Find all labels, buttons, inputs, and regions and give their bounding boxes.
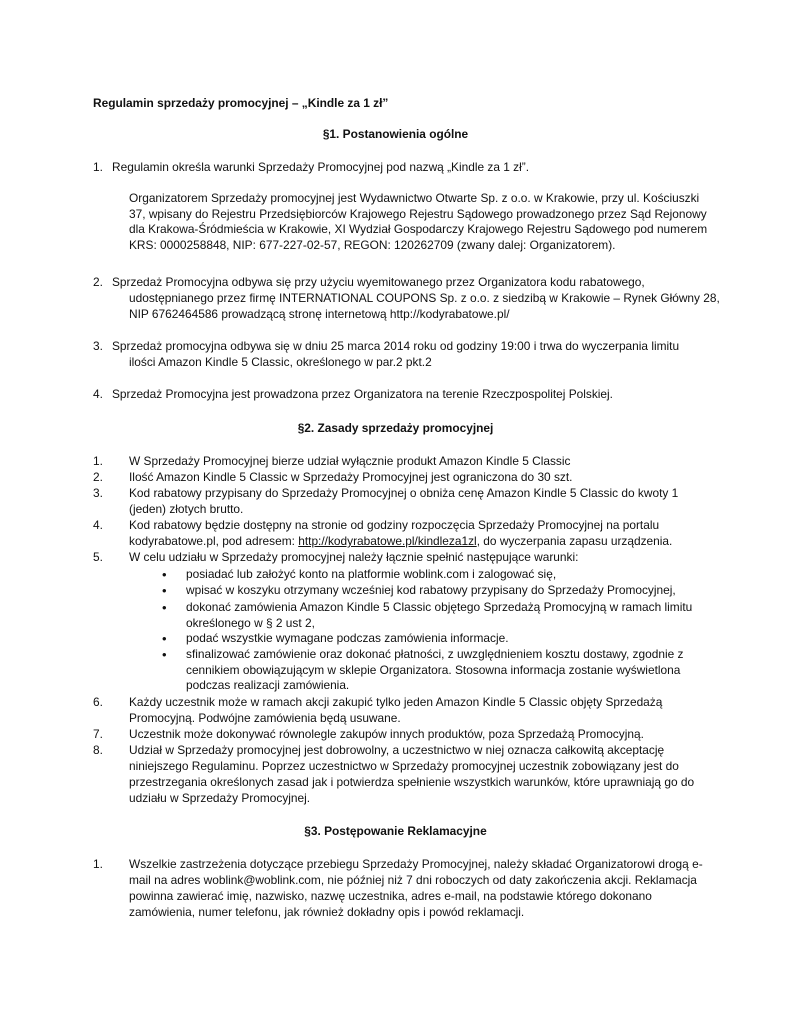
- s2-item-3-number: 3.: [93, 486, 103, 500]
- bullet-text: [186, 600, 706, 631]
- s3-item-1-line: zamówienia, numer telefonu, jak również dokładny opis i powód reklamacji.: [129, 905, 525, 919]
- s2-item-6-line: Każdy uczestnik może w ramach akcji zakupić tylko jeden Amazon Kindle 5 Classic objęty Sprzedażą: [129, 695, 663, 709]
- s2-item-4-prefix: kodyrabatowe.pl, pod adresem:: [129, 534, 299, 548]
- s1-item-1-text: Regulamin określa warunki Sprzedaży Promocyjnej pod nazwą „Kindle za 1 zł”.: [112, 160, 530, 174]
- s1-item-2-number: 2.: [93, 275, 103, 289]
- s1-item-2-line: NIP 6762464586 prowadzącą stronę internetową http://kodyrabatowe.pl/: [129, 307, 510, 321]
- bullet-line: cennikiem obowiązującym w sklepie Organizatora. Stosowna informacja zostanie wyświetlona: [186, 662, 681, 677]
- bullet-icon: •: [162, 631, 167, 646]
- bullet-icon: •: [162, 567, 167, 582]
- s2-item-7-line: Uczestnik może dokonywać równolegle zakupów innych produktów, poza Sprzedażą Promocyjną.: [129, 727, 644, 741]
- s2-item-2-number: 2.: [93, 470, 103, 484]
- s2-item-3-line: (jeden) złotych brutto.: [129, 502, 244, 516]
- organizer-line: dla Krakowa-Śródmieścia w Krakowie, XI Wydział Gospodarczy Krajowego Rejestru Sądowego pod numerem: [129, 222, 708, 237]
- s2-item-3-line: Kod rabatowy przypisany do Sprzedaży Promocyjnej o obniża cenę Amazon Kindle 5 Classic do kwoty 1: [129, 486, 679, 500]
- bullet-line: sfinalizować zamówienie oraz dokonać płatności, z uwzględnieniem kosztu dostawy, zgodnie z: [186, 647, 684, 661]
- s2-item-6-line: Promocyjną. Podwójne zamówienia będą usuwane.: [129, 711, 401, 725]
- organizer-line: Organizatorem Sprzedaży promocyjnej jest Wydawnictwo Otwarte Sp. z o.o. w Krakowie, przy ul. Kościuszki: [129, 191, 700, 205]
- bullet-line: podczas realizacji zamówienia.: [186, 678, 350, 693]
- s2-item-7-number: 7.: [93, 727, 103, 741]
- s1-item-4-text: Sprzedaż Promocyjna jest prowadzona przez Organizatora na terenie Rzeczpospolitej Polskiej.: [112, 387, 613, 401]
- s2-item-5-number: 5.: [93, 550, 103, 564]
- s2-item-5-line: W celu udziału w Sprzedaży promocyjnej należy łącznie spełnić następujące warunki:: [129, 550, 579, 564]
- kindle-promo-link[interactable]: http://kodyrabatowe.pl/kindleza1zl: [298, 534, 477, 548]
- s1-item-3-line: ilości Amazon Kindle 5 Classic, określonego w par.2 pkt.2: [129, 355, 432, 369]
- organizer-paragraph: [129, 191, 709, 253]
- bullet-icon: •: [162, 647, 167, 662]
- bullet-icon: •: [162, 583, 167, 598]
- s2-item-4-line: Kod rabatowy będzie dostępny na stronie od godziny rozpoczęcia Sprzedaży Promocyjnej na portalu: [129, 518, 660, 532]
- bullet-line: wpisać w koszyku otrzymany wcześniej kod rabatowy przypisany do Sprzedaży Promocyjnej,: [186, 583, 676, 597]
- s2-item-8-line: Udział w Sprzedaży promocyjnej jest dobrowolny, a uczestnictwo w niej oznacza całkowitą akceptację: [129, 743, 665, 757]
- section-1-heading: §1. Postanowienia ogólne: [322, 127, 469, 141]
- s2-item-8-line: udziału w Sprzedaży Promocyjnej.: [129, 791, 311, 805]
- section-2-heading: §2. Zasady sprzedaży promocyjnej: [297, 421, 494, 435]
- s3-item-1-line: Wszelkie zastrzeżenia dotyczące przebiegu Sprzedaży Promocyjnej, należy składać Organizatorowi drogą e-: [129, 857, 703, 871]
- organizer-line: KRS: 0000258848, NIP: 677-227-02-57, REGON: 120262709 (zwany dalej: Organizatorem).: [129, 237, 616, 252]
- s1-item-3-number: 3.: [93, 339, 103, 353]
- s2-item-1-number: 1.: [93, 454, 103, 468]
- s3-item-1-line: mail na adres woblink@woblink.com, nie później niż 7 dni roboczych od daty zakończenia akcji. Reklamacja: [129, 873, 697, 887]
- bullet-line: posiadać lub założyć konto na platformie woblink.com i zalogować się,: [186, 567, 557, 581]
- bullet-text: [186, 583, 706, 599]
- bullet-line: dokonać zamówienia Amazon Kindle 5 Classic objętego Sprzedażą Promocyjną w ramach limitu: [186, 600, 693, 614]
- s2-item-1-line: W Sprzedaży Promocyjnej bierze udział wyłącznie produkt Amazon Kindle 5 Classic: [129, 454, 571, 468]
- bullet-text: [186, 631, 706, 647]
- s2-item-8-number: 8.: [93, 743, 103, 757]
- s1-item-3-line: Sprzedaż promocyjna odbywa się w dniu 25 marca 2014 roku od godziny 19:00 i trwa do wyczerpania limitu: [112, 339, 680, 353]
- s3-item-1-line: powinna zawierać imię, nazwisko, nazwę uczestnika, adres e-mail, na podstawie którego dokonano: [129, 889, 652, 903]
- s2-item-8-line: przestrzegania określonych zasad jak i potwierdza spełnienie wszystkich warunków, które uprawniają go do: [129, 775, 695, 789]
- s2-item-8-line: niniejszego Regulaminu. Poprzez uczestnictwo w Sprzedaży promocyjnej uczestnik zobowiązany jest do: [129, 759, 679, 773]
- s2-item-4-line-2: [129, 534, 672, 550]
- s2-item-4-number: 4.: [93, 518, 103, 532]
- s1-item-1-number: 1.: [93, 160, 103, 174]
- s1-item-2-line: Sprzedaż Promocyjna odbywa się przy użyciu wyemitowanego przez Organizatora kodu rabatowego,: [112, 275, 645, 289]
- section-3-heading: §3. Postępowanie Reklamacyjne: [304, 824, 487, 838]
- bullet-text: [186, 647, 706, 694]
- bullet-text: [186, 567, 706, 583]
- s2-item-4-suffix: , do wyczerpania zapasu urządzenia.: [476, 534, 673, 548]
- s2-item-6-number: 6.: [93, 695, 103, 709]
- bullet-line: określonego w § 2 ust 2,: [186, 615, 315, 630]
- document-title: Regulamin sprzedaży promocyjnej – „Kindle za 1 zł”: [93, 96, 389, 110]
- s1-item-4-number: 4.: [93, 387, 103, 401]
- s3-item-1-number: 1.: [93, 857, 103, 871]
- s2-item-2-line: Ilość Amazon Kindle 5 Classic w Sprzedaży Promocyjnej jest ograniczona do 30 szt.: [129, 470, 573, 484]
- organizer-line: 37, wpisany do Rejestru Przedsiębiorców Krajowego Rejestru Sądowego prowadzonego przez Sąd Rejonowy: [129, 206, 707, 221]
- s1-item-2-line: udostępnianego przez firmę INTERNATIONAL COUPONS Sp. z o.o. z siedzibą w Krakowie – Rynek Główny 28,: [129, 291, 720, 305]
- bullet-line: podać wszystkie wymagane podczas zamówienia informacje.: [186, 631, 509, 645]
- bullet-icon: •: [162, 600, 167, 615]
